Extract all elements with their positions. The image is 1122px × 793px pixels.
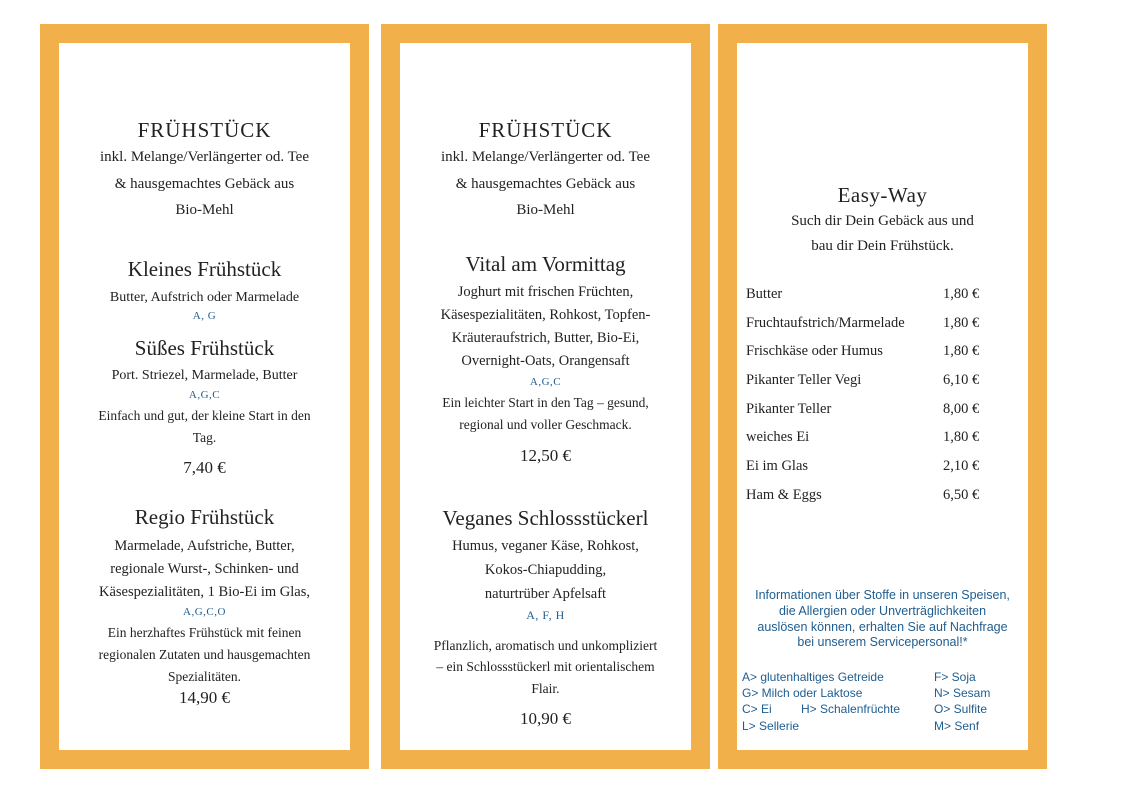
allergy-info-line-4: bei unserem Servicepersonal!*	[797, 635, 968, 649]
vital-allergens: A,G,C	[529, 376, 562, 388]
vital-desc-2: Käsespezialitäten, Rohkost, Topfen-	[440, 307, 651, 323]
regio-fruehstueck-desc-1: Marmelade, Aufstriche, Butter,	[114, 538, 295, 554]
legend-h: H> Schalenfrüchte	[801, 702, 901, 716]
vital-desc-1: Joghurt mit frischen Früchten,	[457, 284, 634, 300]
easy-way-title: Easy-Way	[837, 183, 928, 207]
regio-fruehstueck-allergens: A,G,C,O	[183, 606, 226, 618]
item-price: 1,80 €	[943, 286, 980, 302]
kleines-fruehstueck-desc: Butter, Aufstrich oder Marmelade	[109, 290, 300, 305]
allergy-info-line-2: die Allergien oder Unverträglichkeiten	[778, 604, 987, 618]
legend-a: A> glutenhaltiges Getreide	[742, 670, 884, 684]
vital-note-2: regional und voller Geschmack.	[459, 417, 632, 432]
item-price: 1,80 €	[943, 343, 980, 359]
regio-fruehstueck-desc-2: regionale Wurst-, Schinken- und	[110, 561, 299, 577]
vegan-title: Veganes Schlossstückerl	[442, 506, 649, 530]
item-price: 1,80 €	[943, 429, 980, 445]
suesses-fruehstueck-note-2: Tag.	[192, 430, 217, 445]
panel-1-header: FRÜHSTÜCK	[137, 118, 272, 142]
price-list-row	[746, 429, 1006, 446]
panel-2-sub-1: inkl. Melange/Verlängerter od. Tee	[440, 149, 650, 165]
suesses-fruehstueck-note-1: Einfach und gut, der kleine Start in den	[98, 408, 311, 423]
panel-1-sub-1: inkl. Melange/Verlängerter od. Tee	[99, 149, 309, 165]
regio-fruehstueck-title: Regio Frühstück	[134, 505, 275, 529]
vegan-note-3: Flair.	[531, 681, 560, 696]
vegan-desc-2: Kokos-Chiapudding,	[484, 562, 607, 578]
legend-m: M> Senf	[934, 719, 980, 733]
price-list-row	[746, 372, 1006, 389]
vital-desc-3: Kräuteraufstrich, Butter, Bio-Ei,	[451, 330, 640, 346]
legend-o: O> Sulfite	[934, 702, 988, 716]
panel-2-sub-2: & hausgemachtes Gebäck aus	[455, 176, 636, 192]
item-name: Pikanter Teller Vegi	[746, 372, 862, 388]
vegan-price: 10,90 €	[520, 709, 571, 728]
suesses-fruehstueck-desc: Port. Striezel, Marmelade, Butter	[111, 368, 298, 383]
item-name: Frischkäse oder Humus	[746, 343, 883, 359]
vital-desc-4: Overnight-Oats, Orangensaft	[461, 353, 630, 369]
vegan-note-1: Pflanzlich, aromatisch und unkompliziert	[433, 638, 658, 653]
item-name: Ei im Glas	[746, 458, 809, 474]
item-price: 2,10 €	[943, 458, 980, 474]
suesses-fruehstueck-title: Süßes Frühstück	[134, 336, 275, 360]
regio-fruehstueck-note-3: Spezialitäten.	[167, 669, 242, 684]
vegan-desc-3: naturtrüber Apfelsaft	[484, 586, 607, 602]
item-name: Pikanter Teller	[746, 401, 832, 417]
allergy-info-line-1: Informationen über Stoffe in unseren Speisen,	[755, 588, 1010, 602]
price-list-row	[746, 343, 1006, 360]
regio-fruehstueck-note-1: Ein herzhaftes Frühstück mit feinen	[107, 625, 302, 640]
legend-n: N> Sesam	[934, 686, 991, 700]
vegan-allergens: A, F, H	[526, 608, 565, 622]
suesses-fruehstueck-allergens: A,G,C	[188, 389, 221, 401]
legend-l: L> Sellerie	[742, 719, 800, 733]
vegan-desc-1: Humus, veganer Käse, Rohkost,	[452, 538, 639, 554]
suesses-fruehstueck-price: 7,40 €	[183, 458, 226, 477]
panel-1-sub-3: Bio-Mehl	[175, 202, 234, 218]
vital-title: Vital am Vormittag	[465, 252, 626, 276]
price-list-row	[746, 286, 1006, 303]
item-name: weiches Ei	[746, 429, 810, 445]
regio-fruehstueck-note-2: regionalen Zutaten und hausgemachten	[98, 647, 311, 662]
price-list-row	[746, 458, 1006, 475]
item-name: Fruchtaufstrich/Marmelade	[746, 315, 905, 331]
panel-2-sub-3: Bio-Mehl	[516, 202, 575, 218]
panel-1-sub-2: & hausgemachtes Gebäck aus	[114, 176, 295, 192]
legend-f: F> Soja	[934, 670, 976, 684]
vital-price: 12,50 €	[520, 446, 571, 465]
easy-way-sub-1: Such dir Dein Gebäck aus und	[791, 213, 974, 229]
item-price: 6,50 €	[943, 487, 980, 503]
kleines-fruehstueck-title: Kleines Frühstück	[127, 257, 282, 281]
kleines-fruehstueck-allergens: A, G	[192, 310, 217, 322]
vital-note-1: Ein leichter Start in den Tag – gesund,	[442, 395, 649, 410]
item-name: Ham & Eggs	[746, 487, 822, 503]
item-price: 1,80 €	[943, 315, 980, 331]
easy-way-sub-2: bau dir Dein Frühstück.	[811, 238, 954, 254]
price-list-row	[746, 315, 1006, 332]
price-list-row	[746, 487, 1006, 504]
allergy-info-line-3: auslösen können, erhalten Sie auf Nachfrage	[757, 620, 1008, 634]
legend-c: C> Ei	[742, 702, 772, 716]
item-price: 6,10 €	[943, 372, 980, 388]
item-name: Butter	[746, 286, 783, 302]
price-list-row	[746, 401, 1006, 418]
vegan-note-2: – ein Schlossstückerl mit orientalischem	[436, 659, 655, 674]
panel-2-header: FRÜHSTÜCK	[478, 118, 613, 142]
legend-g: G> Milch oder Laktose	[742, 686, 863, 700]
regio-fruehstueck-desc-3: Käsespezialitäten, 1 Bio-Ei im Glas,	[98, 584, 310, 600]
item-price: 8,00 €	[943, 401, 980, 417]
regio-fruehstueck-price: 14,90 €	[179, 688, 230, 707]
